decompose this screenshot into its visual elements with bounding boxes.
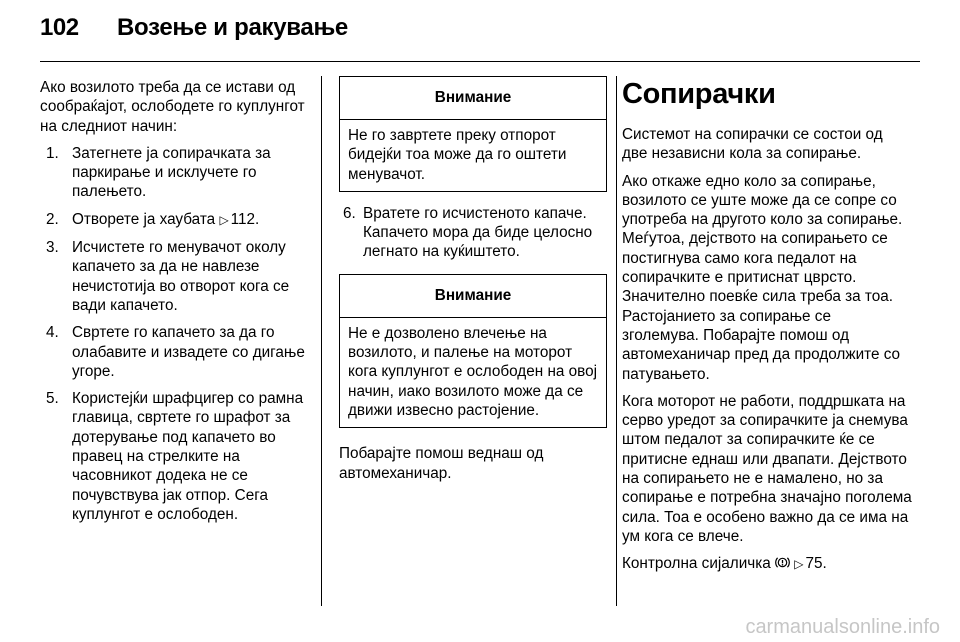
step-number: 5.	[46, 390, 59, 408]
step-number: 4.	[46, 324, 59, 342]
page-reference-link[interactable]: 112.	[230, 210, 260, 228]
list-item	[40, 238, 306, 315]
step-number: 3.	[46, 239, 59, 257]
page-header	[0, 0, 960, 62]
step-text: Исчистете го менувачот околу капачето за да не навлезе нечистотија во отворот кога се вади капачето.	[72, 239, 290, 314]
paragraph	[622, 554, 912, 574]
warning-text: Не го завртете преку отпорот бидејќи тоа може да го оштети менувачот.	[348, 127, 567, 183]
after-paragraph: Побарајте помош веднаш од автомеханичар.	[339, 445, 544, 482]
list-item	[40, 210, 306, 230]
brake-warning-lamp-icon	[775, 555, 790, 570]
steps-list-continued	[339, 204, 607, 262]
page-number: 102	[40, 14, 79, 41]
section-title: Сопирачки	[622, 78, 776, 110]
control-lamp-label: Контролна сијаличка	[622, 555, 771, 573]
step-text: Отворете ја хаубата	[72, 210, 216, 228]
warning-box-1	[339, 76, 607, 192]
header-rule	[40, 61, 920, 62]
paragraph: Ако откаже едно коло за сопирање, возилото се уште може да се сопре со употреба на другото коло за сопирање. Меѓутоа, дејството на сопирањето се постигнува само кога педалот на сопирачките е притиснат цврсто. Значително поевќе сила треба за тоа. Растојанието за сопирање се зголемува. Побарајте помош од автомеханичар пред да продолжите со патувањето.	[622, 172, 903, 383]
step-text: Затегнете ја сопирачката за паркирање и исклучете го палењето.	[72, 144, 271, 201]
warning-text: Не е дозволено влечење на возилото, и палење на моторот кога куплунгот е ослободен на овој начин, иако возилото може да се движи извесно растојение.	[348, 324, 598, 419]
column-divider-1	[321, 76, 322, 606]
page-reference-link[interactable]: 75.	[805, 555, 827, 573]
paragraph: Кога моторот не работи, поддршката на серво уредот за сопирачките ја снемува штом педалот за сопирачките ќе се притисне еднаш или двапати. Дејството на сопирањето не е намалено, но за сопирање е потребна значајно поголема сила. Тоа е особено важно да се има на ум кога се влече.	[622, 392, 912, 545]
list-item	[40, 144, 306, 202]
column-2	[339, 76, 607, 491]
cross-reference-arrow-icon: ▷	[794, 557, 804, 572]
watermark: carmanualsonline.info	[745, 616, 940, 638]
step-number: 6.	[343, 204, 356, 222]
list-item	[40, 389, 306, 524]
column-1	[40, 78, 306, 532]
step-text: Свртете го капачето за да го олабавите и извадете со дигање угоре.	[72, 324, 305, 380]
column-3	[622, 75, 912, 583]
paragraph: Системот на сопирачки се состои од две независни кола за сопирање.	[622, 126, 883, 163]
steps-list	[40, 144, 306, 524]
list-item	[339, 204, 607, 262]
step-number: 1.	[46, 144, 59, 162]
warning-title: Внимание	[340, 275, 606, 318]
warning-title: Внимание	[340, 77, 606, 120]
column-divider-2	[616, 76, 617, 606]
step-text: Користејќи шрафцигер со рамна главица, свртете го шрафот за дотерување под капачето во правец на стрелките на часовникот додека не се почувствува јак отпор. Сега куплунгот е ослободен.	[72, 390, 304, 523]
warning-box-2	[339, 274, 607, 428]
cross-reference-arrow-icon: ▷	[219, 212, 229, 227]
step-number: 2.	[46, 210, 59, 228]
page-title: Возење и ракување	[117, 14, 348, 41]
list-item	[40, 323, 306, 381]
step-text: Вратете го исчистеното капаче. Капачето мора да биде целосно легнато на куќиштето.	[363, 204, 593, 261]
intro-paragraph: Ако возилото треба да се истави од сообраќајот, ослободете го куплунгот на следниот начин:	[40, 79, 305, 135]
